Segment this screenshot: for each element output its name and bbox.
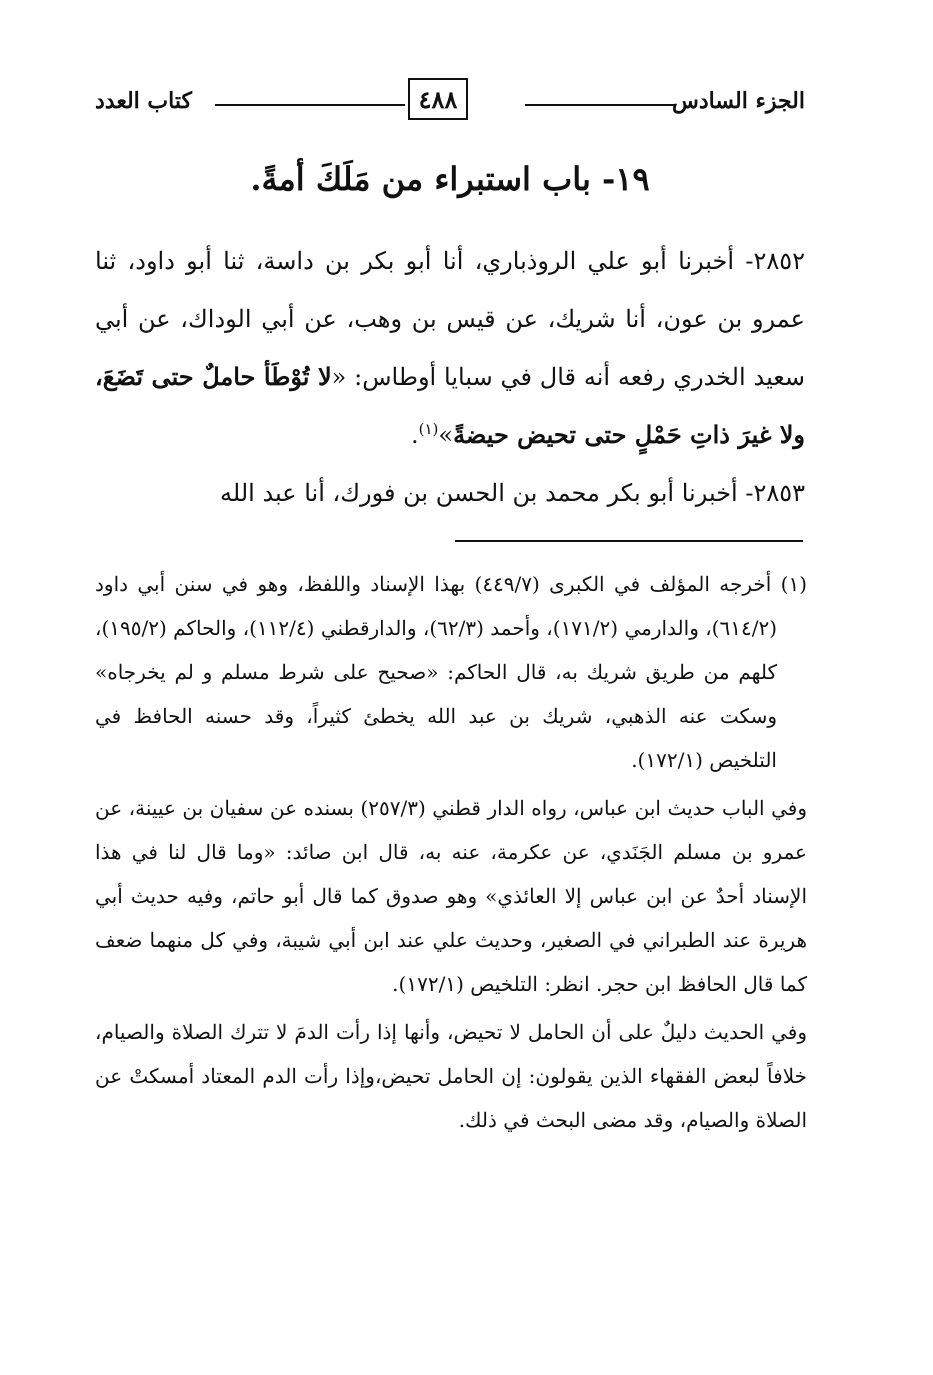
footnotes [95, 562, 807, 1142]
header-rule-left [215, 104, 405, 106]
footnote-paragraph-2: وفي الباب حديث ابن عباس، رواه الدار قطني (٢٥٧/٣) بسنده عن سفيان بن عيينة، عن عمرو بن مسلم الجَنَدي، عن عكرمة، عنه به، قال ابن صائد: «وما قال لنا في هذا الإسناد أحدٌ عن ابن عباس إلا العائذي» وهو صدوق كما قال أبو حاتم، وفيه حديث أبي هريرة عند الطبراني في الصغير، وحديث علي عند ابن أبي شيبة، وفي كل منهما ضعف كما قال الحافظ ابن حجر. انظر: التلخيص (١٧٢/١). [95, 796, 808, 996]
hadith-2852-matn: لا تُوْطَأ حاملٌ حتى تَضَعَ، ولا غيرَ ذاتِ حَمْلٍ حتى تحيض حيضةً [95, 362, 805, 449]
page-number-box: ٤٨٨ [408, 78, 468, 120]
footnote-separator [455, 540, 803, 542]
hadith-2853: ٢٨٥٣- أخبرنا أبو بكر محمد بن الحسن بن فورك، أنا عبد الله [220, 479, 805, 507]
footnote-ref-1: (١) [418, 420, 439, 438]
footnote-1: (١) أخرجه المؤلف في الكبرى (٤٤٩/٧) بهذا الإسناد واللفظ، وهو في سنن أبي داود (٦١٤/٢)، والدارمي (١٧١/٢)، وأحمد (٦٢/٣)، والدارقطني (١١٢/٤)، والحاكم (١٩٥/٢)، كلهم من طريق شريك به، قال الحاكم: «صحيح على شرط مسلم و لم يخرجاه» وسكت عنه الذهبي، شريك بن عبد الله يخطئ كثيراً، وقد حسنه الحافظ في التلخيص (١٧٢/١). [95, 572, 807, 772]
hadith-2852 [95, 232, 805, 464]
footnote-paragraph-3: وفي الحديث دليلٌ على أن الحامل لا تحيض، وأنها إذا رأت الدمَ لا تترك الصلاة والصيام، خلافاً لبعض الفقهاء الذين يقولون: إن الحامل تحيض،وإذا رأت الدم المعتاد أمسكتْ عن الصلاة والصيام، وقد مضى البحث في ذلك. [95, 1020, 807, 1132]
hadith-2852-isnad: ٢٨٥٢- أخبرنا أبو علي الروذباري، أنا أبو بكر بن داسة، ثنا أبو داود، ثنا عمرو بن عون، أنا شريك، عن قيس بن وهب، عن أبي الوداك، عن أبي سعيد الخدري رفعه أنه قال في سبايا أوطاس: « [95, 247, 805, 391]
header-rule-right [525, 104, 675, 106]
hadith-2852-end: . [410, 421, 419, 449]
running-header [95, 78, 805, 124]
quote-close-mark: » [438, 421, 454, 449]
volume-label: الجزء السادس [672, 88, 805, 114]
book-label: كتاب العدد [95, 88, 192, 114]
main-text [95, 232, 805, 522]
chapter-title: ١٩- باب استبراء من مَلَكَ أمةً. [250, 160, 650, 198]
